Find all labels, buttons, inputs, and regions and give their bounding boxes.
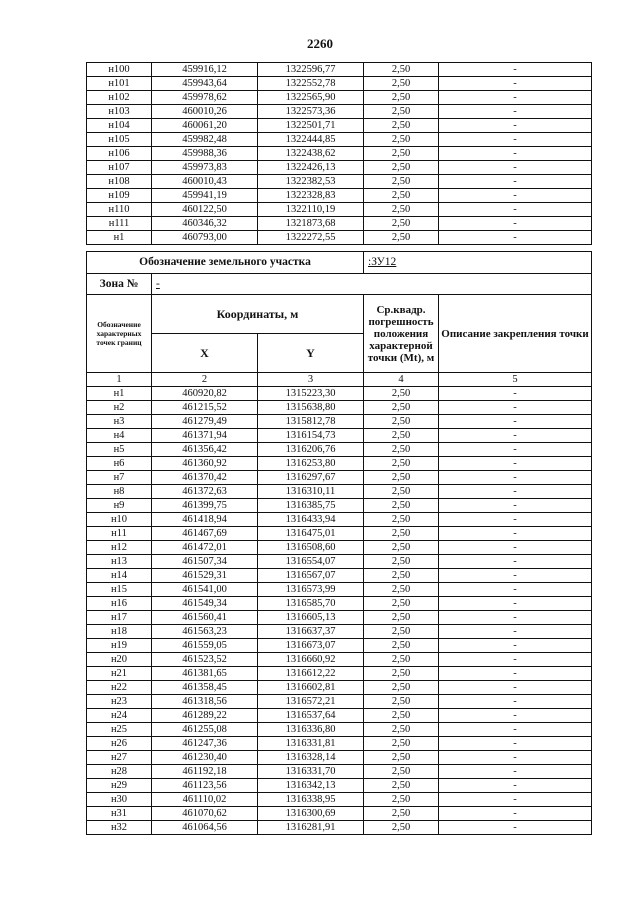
description-cell: - <box>439 429 592 443</box>
description-cell: - <box>439 709 592 723</box>
accuracy-cell: 2,50 <box>364 471 439 485</box>
accuracy-cell: 2,50 <box>364 443 439 457</box>
accuracy-cell: 2,50 <box>364 401 439 415</box>
y-coordinate-cell: 1316660,92 <box>258 653 364 667</box>
y-coordinate-cell: 1322382,53 <box>258 175 364 189</box>
accuracy-cell: 2,50 <box>364 513 439 527</box>
accuracy-cell: 2,50 <box>364 457 439 471</box>
y-coordinate-cell: 1322328,83 <box>258 189 364 203</box>
point-id-cell: н27 <box>87 751 152 765</box>
point-id-cell: н9 <box>87 499 152 513</box>
accuracy-cell: 2,50 <box>364 541 439 555</box>
table-row <box>87 555 592 569</box>
accuracy-cell: 2,50 <box>364 667 439 681</box>
table-row <box>87 625 592 639</box>
x-coordinate-cell: 461110,02 <box>152 793 258 807</box>
page-number: 2260 <box>307 36 333 51</box>
coordinates-table-continued <box>86 62 592 245</box>
x-coordinate-cell: 460010,26 <box>152 105 258 119</box>
x-coordinate-cell: 461560,41 <box>152 611 258 625</box>
y-coordinate-cell: 1322565,90 <box>258 91 364 105</box>
y-coordinate-cell: 1316585,70 <box>258 597 364 611</box>
point-id-cell: н4 <box>87 429 152 443</box>
accuracy-cell: 2,50 <box>364 119 439 133</box>
y-coordinate-cell: 1316554,07 <box>258 555 364 569</box>
y-coordinate-cell: 1315223,30 <box>258 387 364 401</box>
description-cell: - <box>439 611 592 625</box>
y-coordinate-cell: 1316612,22 <box>258 667 364 681</box>
description-cell: - <box>439 695 592 709</box>
x-coordinate-cell: 460920,82 <box>152 387 258 401</box>
description-cell: - <box>439 485 592 499</box>
x-coordinate-cell: 461192,18 <box>152 765 258 779</box>
accuracy-cell: 2,50 <box>364 583 439 597</box>
x-coordinate-cell: 461472,01 <box>152 541 258 555</box>
x-coordinate-cell: 461549,34 <box>152 597 258 611</box>
table-row <box>87 105 592 119</box>
description-cell: - <box>439 723 592 737</box>
accuracy-cell: 2,50 <box>364 203 439 217</box>
y-coordinate-cell: 1315638,80 <box>258 401 364 415</box>
point-id-cell: н103 <box>87 105 152 119</box>
point-id-cell: н100 <box>87 63 152 77</box>
header-description: Описание закрепления точки <box>439 295 592 373</box>
y-coordinate-cell: 1316433,94 <box>258 513 364 527</box>
table-row <box>87 583 592 597</box>
description-cell: - <box>439 147 592 161</box>
accuracy-cell: 2,50 <box>364 723 439 737</box>
table-row <box>87 709 592 723</box>
description-cell: - <box>439 765 592 779</box>
accuracy-cell: 2,50 <box>364 569 439 583</box>
table-row <box>87 231 592 245</box>
y-coordinate-cell: 1321873,68 <box>258 217 364 231</box>
accuracy-cell: 2,50 <box>364 597 439 611</box>
y-coordinate-cell: 1316673,07 <box>258 639 364 653</box>
y-coordinate-cell: 1316573,99 <box>258 583 364 597</box>
header-coordinates: Координаты, м <box>152 295 364 334</box>
x-coordinate-cell: 459988,36 <box>152 147 258 161</box>
accuracy-cell: 2,50 <box>364 147 439 161</box>
description-cell: - <box>439 807 592 821</box>
x-coordinate-cell: 460010,43 <box>152 175 258 189</box>
point-id-cell: н15 <box>87 583 152 597</box>
y-coordinate-cell: 1316281,91 <box>258 821 364 835</box>
y-coordinate-cell: 1316342,13 <box>258 779 364 793</box>
point-id-cell: н108 <box>87 175 152 189</box>
table-row <box>87 527 592 541</box>
accuracy-cell: 2,50 <box>364 189 439 203</box>
accuracy-cell: 2,50 <box>364 415 439 429</box>
x-coordinate-cell: 461360,92 <box>152 457 258 471</box>
accuracy-cell: 2,50 <box>364 555 439 569</box>
y-coordinate-cell: 1316537,64 <box>258 709 364 723</box>
table-row <box>87 569 592 583</box>
table-row <box>87 765 592 779</box>
header-col-number: 3 <box>258 373 364 387</box>
table-row <box>87 203 592 217</box>
point-id-cell: н1 <box>87 387 152 401</box>
description-cell: - <box>439 639 592 653</box>
coordinates-table-continued-body <box>87 63 592 245</box>
accuracy-cell: 2,50 <box>364 63 439 77</box>
accuracy-cell: 2,50 <box>364 653 439 667</box>
table-row <box>87 681 592 695</box>
accuracy-cell: 2,50 <box>364 695 439 709</box>
table-row <box>87 387 592 401</box>
table-row <box>87 175 592 189</box>
description-cell: - <box>439 541 592 555</box>
point-id-cell: н107 <box>87 161 152 175</box>
description-cell: - <box>439 513 592 527</box>
description-cell: - <box>439 105 592 119</box>
x-coordinate-cell: 461070,62 <box>152 807 258 821</box>
point-id-cell: н16 <box>87 597 152 611</box>
table-row <box>87 63 592 77</box>
description-cell: - <box>439 203 592 217</box>
point-id-cell: н32 <box>87 821 152 835</box>
accuracy-cell: 2,50 <box>364 611 439 625</box>
point-id-cell: н12 <box>87 541 152 555</box>
accuracy-cell: 2,50 <box>364 429 439 443</box>
point-id-cell: н3 <box>87 415 152 429</box>
point-id-cell: н101 <box>87 77 152 91</box>
accuracy-cell: 2,50 <box>364 91 439 105</box>
description-cell: - <box>439 175 592 189</box>
accuracy-cell: 2,50 <box>364 499 439 513</box>
x-coordinate-cell: 459982,48 <box>152 133 258 147</box>
x-coordinate-cell: 461123,56 <box>152 779 258 793</box>
x-coordinate-cell: 461215,52 <box>152 401 258 415</box>
x-coordinate-cell: 460061,20 <box>152 119 258 133</box>
x-coordinate-cell: 459916,12 <box>152 63 258 77</box>
description-cell: - <box>439 527 592 541</box>
x-coordinate-cell: 461529,31 <box>152 569 258 583</box>
x-coordinate-cell: 461370,42 <box>152 471 258 485</box>
x-coordinate-cell: 460122,50 <box>152 203 258 217</box>
table-row <box>87 541 592 555</box>
point-id-cell: н19 <box>87 639 152 653</box>
description-cell: - <box>439 91 592 105</box>
point-id-cell: н102 <box>87 91 152 105</box>
y-coordinate-cell: 1316253,80 <box>258 457 364 471</box>
accuracy-cell: 2,50 <box>364 161 439 175</box>
accuracy-cell: 2,50 <box>364 77 439 91</box>
description-cell: - <box>439 401 592 415</box>
y-coordinate-cell: 1322110,19 <box>258 203 364 217</box>
accuracy-cell: 2,50 <box>364 709 439 723</box>
x-coordinate-cell: 461230,40 <box>152 751 258 765</box>
x-coordinate-cell: 461255,08 <box>152 723 258 737</box>
y-coordinate-cell: 1322438,62 <box>258 147 364 161</box>
x-coordinate-cell: 461064,56 <box>152 821 258 835</box>
x-coordinate-cell: 460793,00 <box>152 231 258 245</box>
point-id-cell: н24 <box>87 709 152 723</box>
point-id-cell: н29 <box>87 779 152 793</box>
table-row <box>87 723 592 737</box>
table-row <box>87 119 592 133</box>
x-coordinate-cell: 461371,94 <box>152 429 258 443</box>
table-row <box>87 401 592 415</box>
x-coordinate-cell: 461279,49 <box>152 415 258 429</box>
y-coordinate-cell: 1322501,71 <box>258 119 364 133</box>
table-row <box>87 807 592 821</box>
description-cell: - <box>439 737 592 751</box>
header-col-number: 1 <box>87 373 152 387</box>
point-id-cell: н28 <box>87 765 152 779</box>
accuracy-cell: 2,50 <box>364 639 439 653</box>
accuracy-cell: 2,50 <box>364 779 439 793</box>
description-cell: - <box>439 189 592 203</box>
table-row <box>87 91 592 105</box>
point-id-cell: н18 <box>87 625 152 639</box>
point-id-cell: н14 <box>87 569 152 583</box>
point-id-cell: н26 <box>87 737 152 751</box>
table-row <box>87 147 592 161</box>
zone-value: - <box>152 274 592 295</box>
y-coordinate-cell: 1322573,36 <box>258 105 364 119</box>
point-id-cell: н17 <box>87 611 152 625</box>
parcel-value: :ЗУ12 <box>364 252 592 274</box>
table-row <box>87 429 592 443</box>
table-row <box>87 793 592 807</box>
description-cell: - <box>439 133 592 147</box>
table-row <box>87 499 592 513</box>
accuracy-cell: 2,50 <box>364 217 439 231</box>
accuracy-cell: 2,50 <box>364 175 439 189</box>
description-cell: - <box>439 161 592 175</box>
y-coordinate-cell: 1322444,85 <box>258 133 364 147</box>
parcel-label: Обозначение земельного участка <box>87 252 364 274</box>
y-coordinate-cell: 1316567,07 <box>258 569 364 583</box>
point-id-cell: н111 <box>87 217 152 231</box>
description-cell: - <box>439 457 592 471</box>
description-cell: - <box>439 555 592 569</box>
point-id-cell: н7 <box>87 471 152 485</box>
table-row <box>87 133 592 147</box>
point-id-cell: н6 <box>87 457 152 471</box>
accuracy-cell: 2,50 <box>364 527 439 541</box>
y-coordinate-cell: 1316154,73 <box>258 429 364 443</box>
y-coordinate-cell: 1316300,69 <box>258 807 364 821</box>
table-row <box>87 443 592 457</box>
y-coordinate-cell: 1322272,55 <box>258 231 364 245</box>
point-id-cell: н110 <box>87 203 152 217</box>
table-row <box>87 217 592 231</box>
description-cell: - <box>439 681 592 695</box>
description-cell: - <box>439 751 592 765</box>
y-coordinate-cell: 1316331,81 <box>258 737 364 751</box>
accuracy-cell: 2,50 <box>364 681 439 695</box>
point-id-cell: н23 <box>87 695 152 709</box>
header-y: Y <box>258 334 364 373</box>
zone-label: Зона № <box>87 274 152 295</box>
x-coordinate-cell: 461418,94 <box>152 513 258 527</box>
description-cell: - <box>439 667 592 681</box>
table-row <box>87 457 592 471</box>
y-coordinate-cell: 1316338,95 <box>258 793 364 807</box>
header-point-designation: Обозначение характерных точек границ <box>87 295 152 373</box>
table-row <box>87 513 592 527</box>
y-coordinate-cell: 1316206,76 <box>258 443 364 457</box>
x-coordinate-cell: 461523,52 <box>152 653 258 667</box>
header-x: X <box>152 334 258 373</box>
x-coordinate-cell: 459973,83 <box>152 161 258 175</box>
description-cell: - <box>439 387 592 401</box>
table-row <box>87 695 592 709</box>
point-id-cell: н8 <box>87 485 152 499</box>
table-row <box>87 161 592 175</box>
table-row <box>87 415 592 429</box>
x-coordinate-cell: 461467,69 <box>152 527 258 541</box>
description-cell: - <box>439 119 592 133</box>
description-cell: - <box>439 653 592 667</box>
point-id-cell: н20 <box>87 653 152 667</box>
point-id-cell: н106 <box>87 147 152 161</box>
point-id-cell: н2 <box>87 401 152 415</box>
y-coordinate-cell: 1316297,67 <box>258 471 364 485</box>
table-row <box>87 667 592 681</box>
accuracy-cell: 2,50 <box>364 485 439 499</box>
x-coordinate-cell: 461559,05 <box>152 639 258 653</box>
table-row <box>87 471 592 485</box>
point-id-cell: н21 <box>87 667 152 681</box>
y-coordinate-cell: 1315812,78 <box>258 415 364 429</box>
coordinates-table-body <box>87 387 592 835</box>
accuracy-cell: 2,50 <box>364 133 439 147</box>
point-id-cell: н13 <box>87 555 152 569</box>
x-coordinate-cell: 461356,42 <box>152 443 258 457</box>
table-row <box>87 485 592 499</box>
description-cell: - <box>439 625 592 639</box>
table-row <box>87 189 592 203</box>
y-coordinate-cell: 1322426,13 <box>258 161 364 175</box>
point-id-cell: н109 <box>87 189 152 203</box>
description-cell: - <box>439 597 592 611</box>
point-id-cell: н10 <box>87 513 152 527</box>
accuracy-cell: 2,50 <box>364 807 439 821</box>
table-row <box>87 751 592 765</box>
x-coordinate-cell: 461372,63 <box>152 485 258 499</box>
x-coordinate-cell: 461381,65 <box>152 667 258 681</box>
x-coordinate-cell: 461289,22 <box>152 709 258 723</box>
accuracy-cell: 2,50 <box>364 793 439 807</box>
y-coordinate-cell: 1316605,13 <box>258 611 364 625</box>
x-coordinate-cell: 461507,34 <box>152 555 258 569</box>
point-id-cell: н104 <box>87 119 152 133</box>
y-coordinate-cell: 1316385,75 <box>258 499 364 513</box>
accuracy-cell: 2,50 <box>364 231 439 245</box>
table-row <box>87 597 592 611</box>
y-coordinate-cell: 1316572,21 <box>258 695 364 709</box>
point-id-cell: н25 <box>87 723 152 737</box>
x-coordinate-cell: 461358,45 <box>152 681 258 695</box>
table-row <box>87 779 592 793</box>
description-cell: - <box>439 443 592 457</box>
x-coordinate-cell: 461399,75 <box>152 499 258 513</box>
description-cell: - <box>439 415 592 429</box>
x-coordinate-cell: 459978,62 <box>152 91 258 105</box>
description-cell: - <box>439 471 592 485</box>
y-coordinate-cell: 1316328,14 <box>258 751 364 765</box>
point-id-cell: н1 <box>87 231 152 245</box>
y-coordinate-cell: 1316508,60 <box>258 541 364 555</box>
point-id-cell: н11 <box>87 527 152 541</box>
table-row <box>87 737 592 751</box>
y-coordinate-cell: 1322552,78 <box>258 77 364 91</box>
y-coordinate-cell: 1316602,81 <box>258 681 364 695</box>
description-cell: - <box>439 63 592 77</box>
accuracy-cell: 2,50 <box>364 105 439 119</box>
x-coordinate-cell: 461563,23 <box>152 625 258 639</box>
point-id-cell: н105 <box>87 133 152 147</box>
description-cell: - <box>439 231 592 245</box>
accuracy-cell: 2,50 <box>364 625 439 639</box>
accuracy-cell: 2,50 <box>364 821 439 835</box>
y-coordinate-cell: 1316475,01 <box>258 527 364 541</box>
header-accuracy: Ср.квадр. погрешность положения характерной точки (Mt), м <box>364 295 439 373</box>
description-cell: - <box>439 793 592 807</box>
accuracy-cell: 2,50 <box>364 751 439 765</box>
y-coordinate-cell: 1322596,77 <box>258 63 364 77</box>
description-cell: - <box>439 821 592 835</box>
coordinates-table <box>86 251 592 835</box>
point-id-cell: н31 <box>87 807 152 821</box>
description-cell: - <box>439 583 592 597</box>
point-id-cell: н30 <box>87 793 152 807</box>
header-col-number: 2 <box>152 373 258 387</box>
table-row <box>87 639 592 653</box>
x-coordinate-cell: 461318,56 <box>152 695 258 709</box>
header-col-number: 4 <box>364 373 439 387</box>
header-col-number: 5 <box>439 373 592 387</box>
description-cell: - <box>439 499 592 513</box>
table-row <box>87 77 592 91</box>
x-coordinate-cell: 461541,00 <box>152 583 258 597</box>
x-coordinate-cell: 461247,36 <box>152 737 258 751</box>
description-cell: - <box>439 569 592 583</box>
x-coordinate-cell: 459941,19 <box>152 189 258 203</box>
x-coordinate-cell: 460346,32 <box>152 217 258 231</box>
table-row <box>87 653 592 667</box>
accuracy-cell: 2,50 <box>364 737 439 751</box>
description-cell: - <box>439 779 592 793</box>
y-coordinate-cell: 1316310,11 <box>258 485 364 499</box>
y-coordinate-cell: 1316331,70 <box>258 765 364 779</box>
point-id-cell: н22 <box>87 681 152 695</box>
point-id-cell: н5 <box>87 443 152 457</box>
table-row <box>87 611 592 625</box>
x-coordinate-cell: 459943,64 <box>152 77 258 91</box>
table-row <box>87 821 592 835</box>
y-coordinate-cell: 1316336,80 <box>258 723 364 737</box>
accuracy-cell: 2,50 <box>364 387 439 401</box>
y-coordinate-cell: 1316637,37 <box>258 625 364 639</box>
description-cell: - <box>439 217 592 231</box>
accuracy-cell: 2,50 <box>364 765 439 779</box>
description-cell: - <box>439 77 592 91</box>
